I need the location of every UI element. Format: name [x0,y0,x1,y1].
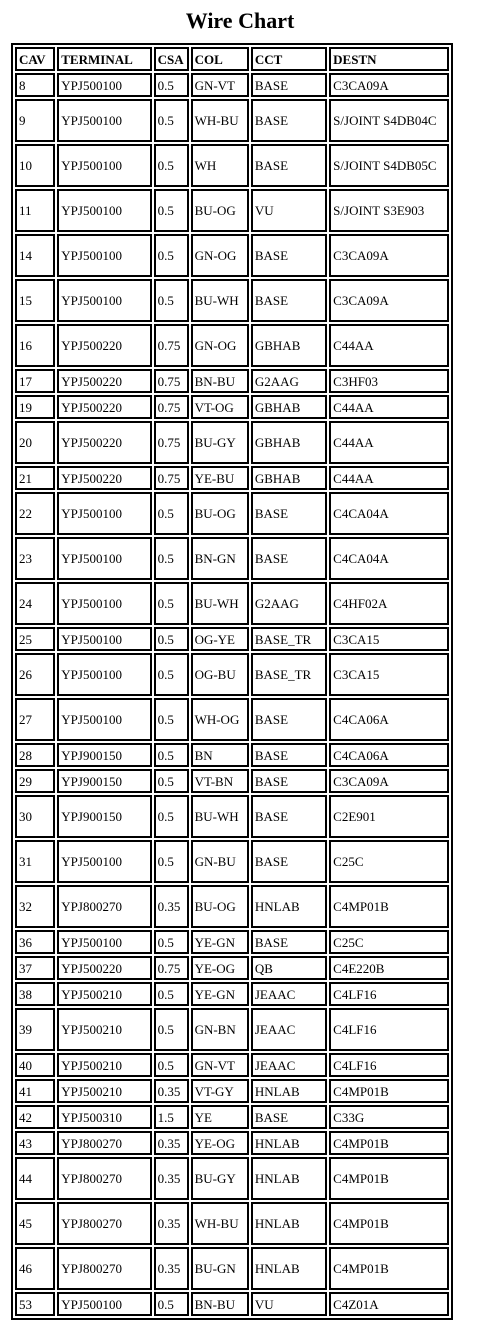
cell-destn: C4CA06A [329,743,449,767]
cell-col: WH-BU [191,1202,249,1245]
cell-csa: 0.75 [154,369,189,393]
cell-csa: 0.5 [154,769,189,793]
cell-csa: 0.5 [154,743,189,767]
cell-cav: 37 [15,956,55,980]
cell-cav: 16 [15,324,55,367]
cell-cav: 29 [15,769,55,793]
cell-cct: BASE_TR [251,653,327,696]
cell-col: BN-BU [191,369,249,393]
cell-terminal: YPJ500220 [57,324,151,367]
cell-cav: 38 [15,982,55,1006]
cell-destn: C4MP01B [329,1247,449,1290]
cell-terminal: YPJ500100 [57,99,151,142]
cell-csa: 0.5 [154,840,189,883]
cell-cct: HNLAB [251,1247,327,1290]
cell-terminal: YPJ500100 [57,698,151,741]
table-row [15,982,449,1006]
table-row [15,1131,449,1155]
cell-cav: 32 [15,885,55,928]
cell-destn: C25C [329,840,449,883]
cell-destn: C3CA09A [329,279,449,322]
cell-col: YE-GN [191,930,249,954]
cell-cav: 27 [15,698,55,741]
cell-terminal: YPJ500100 [57,627,151,651]
cell-col: BU-WH [191,582,249,625]
cell-cct: JEAAC [251,982,327,1006]
cell-destn: C25C [329,930,449,954]
cell-cav: 53 [15,1292,55,1316]
cell-destn: C4MP01B [329,1202,449,1245]
table-row [15,189,449,232]
table-row [15,840,449,883]
cell-destn: C3CA09A [329,769,449,793]
cell-csa: 0.35 [154,885,189,928]
cell-terminal: YPJ500310 [57,1105,151,1129]
cell-terminal: YPJ500210 [57,1079,151,1103]
cell-cav: 10 [15,144,55,187]
cell-terminal: YPJ500220 [57,956,151,980]
cell-cct: JEAAC [251,1008,327,1051]
cell-csa: 0.5 [154,189,189,232]
cell-csa: 0.35 [154,1202,189,1245]
cell-cct: VU [251,189,327,232]
cell-csa: 0.5 [154,982,189,1006]
cell-destn: C33G [329,1105,449,1129]
cell-cav: 28 [15,743,55,767]
cell-cav: 39 [15,1008,55,1051]
cell-destn: C44AA [329,421,449,464]
cell-cct: HNLAB [251,885,327,928]
cell-cct: BASE [251,769,327,793]
cell-csa: 0.5 [154,627,189,651]
cell-destn: S/JOINT S4DB04C [329,99,449,142]
cell-destn: C4E220B [329,956,449,980]
cell-col: GN-OG [191,234,249,277]
cell-cav: 15 [15,279,55,322]
cell-csa: 0.75 [154,466,189,490]
cell-csa: 1.5 [154,1105,189,1129]
table-row [15,582,449,625]
table-row [15,234,449,277]
cell-destn: C4MP01B [329,1079,449,1103]
cell-cct: BASE [251,840,327,883]
table-row [15,1008,449,1051]
cell-terminal: YPJ500220 [57,466,151,490]
cell-col: BU-GN [191,1247,249,1290]
cell-cav: 30 [15,795,55,838]
cell-terminal: YPJ500210 [57,982,151,1006]
cell-terminal: YPJ800270 [57,1131,151,1155]
cell-terminal: YPJ500220 [57,395,151,419]
cell-cav: 41 [15,1079,55,1103]
cell-terminal: YPJ900150 [57,795,151,838]
cell-destn: C4MP01B [329,1157,449,1200]
table-row [15,930,449,954]
cell-csa: 0.5 [154,698,189,741]
table-row [15,743,449,767]
cell-csa: 0.5 [154,930,189,954]
cell-cav: 36 [15,930,55,954]
cell-cav: 24 [15,582,55,625]
cell-col: YE-GN [191,982,249,1006]
cell-col: GN-BU [191,840,249,883]
cell-cct: BASE [251,1105,327,1129]
table-row [15,1292,449,1316]
cell-col: BN [191,743,249,767]
cell-cav: 44 [15,1157,55,1200]
cell-cct: GBHAB [251,395,327,419]
cell-cct: BASE [251,743,327,767]
cell-cav: 45 [15,1202,55,1245]
cell-col: OG-YE [191,627,249,651]
cell-cav: 26 [15,653,55,696]
cell-cct: BASE [251,698,327,741]
table-row [15,279,449,322]
cell-destn: C4LF16 [329,1053,449,1077]
cell-csa: 0.35 [154,1079,189,1103]
cell-csa: 0.5 [154,537,189,580]
table-body [15,73,449,1316]
cell-csa: 0.5 [154,1053,189,1077]
cell-csa: 0.5 [154,1008,189,1051]
cell-col: BU-WH [191,795,249,838]
cell-cav: 31 [15,840,55,883]
table-row [15,324,449,367]
cell-csa: 0.5 [154,653,189,696]
cell-col: GN-BN [191,1008,249,1051]
cell-cav: 17 [15,369,55,393]
cell-col: YE-OG [191,1131,249,1155]
header-terminal: TERMINAL [57,47,151,71]
cell-csa: 0.5 [154,99,189,142]
cell-col: BU-GY [191,1157,249,1200]
table-row [15,653,449,696]
header-csa: CSA [154,47,189,71]
cell-terminal: YPJ800270 [57,885,151,928]
cell-destn: C3CA15 [329,627,449,651]
wire-chart-table [11,43,453,1320]
cell-destn: C4LF16 [329,1008,449,1051]
cell-csa: 0.5 [154,795,189,838]
cell-terminal: YPJ500100 [57,279,151,322]
cell-csa: 0.75 [154,421,189,464]
table-row [15,795,449,838]
cell-destn: C4LF16 [329,982,449,1006]
cell-terminal: YPJ500210 [57,1053,151,1077]
cell-col: BU-WH [191,279,249,322]
cell-cav: 8 [15,73,55,97]
cell-cct: HNLAB [251,1131,327,1155]
table-row [15,1079,449,1103]
cell-terminal: YPJ500100 [57,144,151,187]
cell-col: GN-OG [191,324,249,367]
cell-cct: QB [251,956,327,980]
cell-terminal: YPJ500100 [57,73,151,97]
cell-col: BU-OG [191,492,249,535]
cell-terminal: YPJ500100 [57,1292,151,1316]
cell-destn: C3CA09A [329,234,449,277]
cell-csa: 0.5 [154,279,189,322]
cell-cct: HNLAB [251,1079,327,1103]
cell-terminal: YPJ500100 [57,930,151,954]
table-row [15,885,449,928]
cell-cct: GBHAB [251,324,327,367]
cell-cav: 42 [15,1105,55,1129]
cell-csa: 0.5 [154,1292,189,1316]
cell-cct: BASE [251,73,327,97]
table-row [15,1105,449,1129]
page-title: Wire Chart [185,8,295,33]
table-row [15,73,449,97]
cell-cct: BASE [251,144,327,187]
cell-csa: 0.75 [154,956,189,980]
cell-cct: BASE [251,99,327,142]
header-col: COL [191,47,249,71]
cell-csa: 0.35 [154,1157,189,1200]
cell-col: OG-BU [191,653,249,696]
cell-cct: BASE [251,537,327,580]
cell-col: BU-GY [191,421,249,464]
cell-cav: 22 [15,492,55,535]
cell-csa: 0.5 [154,582,189,625]
cell-cct: BASE [251,492,327,535]
table-row [15,956,449,980]
cell-csa: 0.5 [154,144,189,187]
cell-terminal: YPJ500100 [57,234,151,277]
cell-csa: 0.5 [154,492,189,535]
cell-terminal: YPJ500100 [57,189,151,232]
cell-cav: 11 [15,189,55,232]
cell-cct: BASE [251,795,327,838]
cell-cct: BASE_TR [251,627,327,651]
table-row [15,1202,449,1245]
cell-terminal: YPJ500100 [57,840,151,883]
cell-col: BU-OG [191,189,249,232]
cell-terminal: YPJ500210 [57,1008,151,1051]
cell-cct: BASE [251,930,327,954]
cell-csa: 0.35 [154,1131,189,1155]
table-row [15,99,449,142]
cell-csa: 0.75 [154,324,189,367]
cell-col: VT-GY [191,1079,249,1103]
cell-csa: 0.5 [154,234,189,277]
table-row [15,769,449,793]
header-destn: DESTN [329,47,449,71]
table-row [15,1247,449,1290]
cell-col: YE-BU [191,466,249,490]
header-cct: CCT [251,47,327,71]
cell-destn: C4MP01B [329,885,449,928]
cell-csa: 0.5 [154,73,189,97]
cell-cav: 23 [15,537,55,580]
cell-terminal: YPJ500220 [57,369,151,393]
cell-cav: 25 [15,627,55,651]
cell-destn: C2E901 [329,795,449,838]
cell-cav: 43 [15,1131,55,1155]
cell-col: GN-VT [191,1053,249,1077]
cell-cct: BASE [251,279,327,322]
cell-col: YE [191,1105,249,1129]
cell-col: BN-BU [191,1292,249,1316]
cell-cav: 46 [15,1247,55,1290]
cell-cav: 40 [15,1053,55,1077]
cell-col: GN-VT [191,73,249,97]
cell-destn: C4CA04A [329,537,449,580]
table-row [15,698,449,741]
header-cav: CAV [15,47,55,71]
cell-col: BU-OG [191,885,249,928]
table-row [15,466,449,490]
cell-terminal: YPJ500100 [57,582,151,625]
cell-csa: 0.75 [154,395,189,419]
cell-cct: HNLAB [251,1157,327,1200]
cell-col: VT-BN [191,769,249,793]
cell-cct: VU [251,1292,327,1316]
cell-destn: C3CA09A [329,73,449,97]
cell-terminal: YPJ900150 [57,769,151,793]
cell-col: WH [191,144,249,187]
cell-cav: 20 [15,421,55,464]
cell-col: VT-OG [191,395,249,419]
cell-terminal: YPJ500220 [57,421,151,464]
cell-cct: HNLAB [251,1202,327,1245]
cell-terminal: YPJ800270 [57,1247,151,1290]
table-row [15,144,449,187]
cell-destn: C4HF02A [329,582,449,625]
table-row [15,1157,449,1200]
cell-cct: GBHAB [251,421,327,464]
table-row [15,537,449,580]
cell-destn: C4Z01A [329,1292,449,1316]
cell-terminal: YPJ800270 [57,1157,151,1200]
cell-terminal: YPJ500100 [57,653,151,696]
cell-cav: 21 [15,466,55,490]
cell-destn: C3CA15 [329,653,449,696]
cell-destn: C4MP01B [329,1131,449,1155]
cell-destn: S/JOINT S3E903 [329,189,449,232]
cell-col: BN-GN [191,537,249,580]
cell-destn: C44AA [329,324,449,367]
cell-cct: GBHAB [251,466,327,490]
cell-col: WH-BU [191,99,249,142]
cell-terminal: YPJ800270 [57,1202,151,1245]
table-row [15,395,449,419]
table-header-row [15,47,449,71]
cell-csa: 0.35 [154,1247,189,1290]
cell-cct: G2AAG [251,582,327,625]
table-row [15,627,449,651]
cell-terminal: YPJ900150 [57,743,151,767]
cell-destn: S/JOINT S4DB05C [329,144,449,187]
cell-destn: C4CA06A [329,698,449,741]
table-row [15,492,449,535]
cell-destn: C3HF03 [329,369,449,393]
table-row [15,369,449,393]
cell-destn: C4CA04A [329,492,449,535]
cell-destn: C44AA [329,466,449,490]
cell-terminal: YPJ500100 [57,537,151,580]
cell-destn: C44AA [329,395,449,419]
cell-cav: 9 [15,99,55,142]
cell-terminal: YPJ500100 [57,492,151,535]
cell-cav: 19 [15,395,55,419]
table-row [15,1053,449,1077]
cell-cct: JEAAC [251,1053,327,1077]
cell-cav: 14 [15,234,55,277]
cell-col: WH-OG [191,698,249,741]
cell-cct: G2AAG [251,369,327,393]
table-row [15,421,449,464]
cell-cct: BASE [251,234,327,277]
cell-col: YE-OG [191,956,249,980]
